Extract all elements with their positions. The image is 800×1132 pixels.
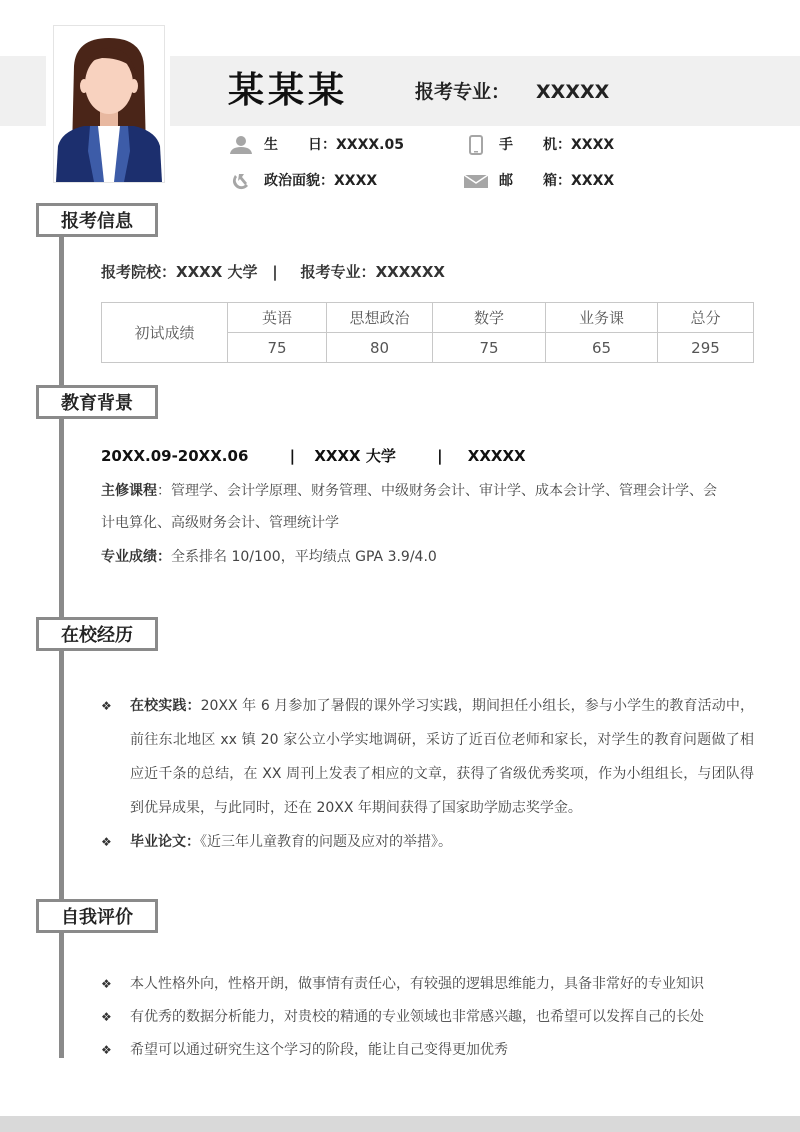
- phone-icon: [463, 135, 489, 155]
- education-period: 20XX.09-20XX.06: [101, 447, 249, 465]
- list-item-text: [130, 689, 754, 825]
- bullet-diamond-icon: ❖: [101, 977, 112, 991]
- bullet-diamond-icon: ❖: [101, 699, 112, 713]
- list-item: [101, 825, 754, 859]
- score-cell: 75: [433, 333, 546, 363]
- list-item: [101, 967, 754, 1001]
- courses-label: 主修课程: [101, 483, 157, 499]
- column-header: 思想政治: [327, 303, 433, 333]
- birthday-row: [228, 135, 404, 155]
- politics-row: [228, 171, 377, 191]
- education-school: XXXX 大学: [314, 447, 396, 465]
- table-row: [102, 303, 754, 333]
- column-header: 业务课: [546, 303, 658, 333]
- grades-label: 专业成绩：: [101, 549, 171, 565]
- list-item-text: 有优秀的数据分析能力，对贵校的精通的专业领域也非常感兴趣，也希望可以发挥自己的长处: [130, 1009, 704, 1025]
- section-title-campus: 在校经历: [36, 617, 158, 651]
- header-band-left: [0, 56, 46, 126]
- list-item: [101, 689, 754, 825]
- scores-table: [101, 302, 754, 363]
- footer-band: [0, 1116, 800, 1132]
- list-item-text: [130, 825, 754, 859]
- birthday-label-2: 日：: [308, 137, 336, 153]
- major-label: 报考专业：: [300, 263, 376, 281]
- separator: |: [272, 263, 278, 281]
- row-header: 初试成绩: [102, 303, 228, 363]
- list-item: [101, 1033, 754, 1067]
- phone-label-2: 机：: [543, 137, 571, 153]
- score-cell: 75: [228, 333, 327, 363]
- politics-label: 政治面貌：: [264, 173, 334, 189]
- score-cell: 80: [327, 333, 433, 363]
- list-item: [101, 1000, 754, 1034]
- birthday-label-1: 生: [264, 137, 278, 153]
- email-value: XXXX: [571, 173, 615, 189]
- avatar-portrait-icon: [54, 26, 164, 182]
- target-major-label: 报考专业：: [415, 81, 511, 103]
- separator: |: [289, 447, 296, 465]
- section-title-application: 报考信息: [36, 203, 158, 237]
- section-title-self-eval: 自我评价: [36, 899, 158, 933]
- list-item-text: 本人性格外向，性格开朗，做事情有责任心，有较强的逻辑思维能力，具备非常好的专业知识: [130, 976, 704, 992]
- item-text: 20XX 年 6 月参加了暑假的课外学习实践，期间担任小组长，参与小学生的教育活动中，前往东北地区 xx 镇 20 家公立小学实地调研，采访了近百位老师和家长，对学生的教育问题做了相应近千条的总结，在 XX 周刊上发表了相应的文章，获得了省级优秀奖项，作为小组组长，与团队得到优异成果，与此同时，还在 20XX 年期间获得了国家助学励志奖学金。: [130, 698, 755, 816]
- phone-row: [463, 135, 614, 155]
- item-label: 在校实践：: [130, 698, 201, 714]
- phone-value: XXXX: [571, 137, 615, 153]
- hammer-sickle-icon: [228, 171, 254, 191]
- grades-line: [101, 547, 437, 567]
- section-title-education: 教育背景: [36, 385, 158, 419]
- score-cell: 65: [546, 333, 658, 363]
- school-value: XXXX 大学: [176, 263, 258, 281]
- candidate-name: 某某某: [228, 70, 349, 111]
- birthday-value: XXXX.05: [336, 137, 404, 153]
- courses-text: 管理学、会计学原理、财务管理、中级财务会计、审计学、成本会计学、管理会计学、会: [171, 483, 717, 499]
- application-summary: [101, 262, 445, 282]
- courses-line-2: 计电算化、高级财务会计、管理统计学: [101, 515, 339, 531]
- courses-line-1: [101, 481, 717, 501]
- phone-label-1: 手: [499, 137, 513, 153]
- column-header: 总分: [658, 303, 754, 333]
- score-cell: 295: [658, 333, 754, 363]
- bullet-diamond-icon: ❖: [101, 1043, 112, 1057]
- email-label-2: 箱：: [543, 173, 571, 189]
- target-major-heading: [415, 78, 609, 106]
- mail-icon: [463, 171, 489, 191]
- email-row: [463, 171, 614, 191]
- politics-value: XXXX: [334, 173, 378, 189]
- separator: |: [437, 447, 443, 465]
- column-header: 英语: [228, 303, 327, 333]
- list-item-text: 希望可以通过研究生这个学习的阶段，能让自己变得更加优秀: [130, 1042, 508, 1058]
- courses-colon: ：: [157, 483, 171, 499]
- school-label: 报考院校：: [101, 263, 177, 281]
- bullet-diamond-icon: ❖: [101, 835, 112, 849]
- major-value: XXXXXX: [375, 263, 445, 281]
- person-icon: [228, 135, 254, 155]
- grades-value: 全系排名 10/100，平均绩点 GPA 3.9/4.0: [171, 549, 437, 565]
- column-header: 数学: [433, 303, 546, 333]
- avatar: [53, 25, 165, 183]
- education-header: [101, 446, 526, 466]
- education-major: XXXXX: [467, 447, 526, 465]
- bullet-diamond-icon: ❖: [101, 1010, 112, 1024]
- item-label: 毕业论文：: [130, 834, 200, 850]
- email-label-1: 邮: [499, 173, 513, 189]
- item-text: 《近三年儿童教育的问题及应对的举措》。: [200, 834, 452, 850]
- target-major-value: XXXXX: [536, 81, 610, 103]
